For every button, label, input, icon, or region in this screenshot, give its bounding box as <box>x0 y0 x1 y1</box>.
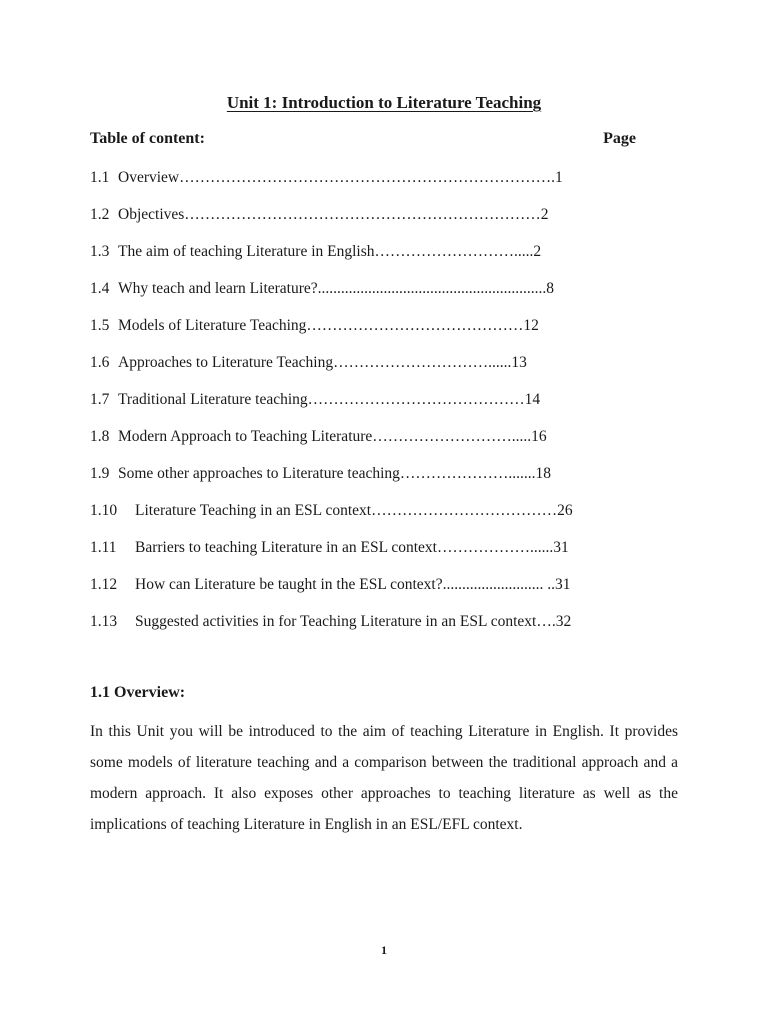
toc-entry-number: 1.6 <box>90 354 110 371</box>
toc-entry <box>90 390 650 427</box>
toc-entry-text: Barriers to teaching Literature in an ESL context………………......31 <box>135 539 569 556</box>
toc-entry <box>90 575 650 612</box>
toc-entry <box>90 612 650 649</box>
toc-entry-number: 1.12 <box>90 576 118 593</box>
page-number: 1 <box>381 943 387 957</box>
toc-entry-number: 1.1 <box>90 169 110 186</box>
table-of-contents <box>90 168 650 649</box>
toc-entry <box>90 168 650 205</box>
toc-entry <box>90 353 650 390</box>
toc-entry-text: Approaches to Literature Teaching…………………………......13 <box>118 354 527 371</box>
toc-entry-number: 1.2 <box>90 206 110 223</box>
toc-entry <box>90 279 650 316</box>
toc-page-heading: Page <box>603 130 636 147</box>
toc-entry <box>90 464 650 501</box>
toc-entry-text: Objectives……………………………………………………………2 <box>118 206 549 223</box>
toc-entry-number: 1.10 <box>90 502 118 519</box>
toc-entry-text: Suggested activities in for Teaching Literature in an ESL context….32 <box>135 613 572 630</box>
toc-entry-text: Literature Teaching in an ESL context………………………………26 <box>135 502 573 519</box>
toc-entry-text: Some other approaches to Literature teaching………………….......18 <box>118 465 552 482</box>
toc-heading: Table of content: <box>90 130 205 147</box>
toc-entry-number: 1.11 <box>90 539 117 556</box>
toc-entry-number: 1.9 <box>90 465 110 482</box>
toc-entry <box>90 242 650 279</box>
toc-entry-text: How can Literature be taught in the ESL context?.......................... ..31 <box>135 576 571 593</box>
toc-entry-text: Traditional Literature teaching……………………………………14 <box>118 391 541 408</box>
toc-entry-text: Models of Literature Teaching……………………………………12 <box>118 317 539 334</box>
toc-entry-text: The aim of teaching Literature in English……………………….....2 <box>118 243 542 260</box>
toc-entry-number: 1.13 <box>90 613 118 630</box>
unit-title: Unit 1: Introduction to Literature Teaching <box>226 93 542 112</box>
toc-entry-number: 1.4 <box>90 280 110 297</box>
toc-entry-number: 1.5 <box>90 317 110 334</box>
toc-entry <box>90 538 650 575</box>
overview-paragraph: In this Unit you will be introduced to the aim of teaching Literature in English. It provides some models of literature teaching and a comparison between the traditional approach and a modern approach. It also exposes other approaches to teaching literature as well as the implications of teaching Literature in English in an ESL/EFL context. <box>90 723 678 833</box>
toc-entry <box>90 501 650 538</box>
toc-entry-number: 1.8 <box>90 428 110 445</box>
section-heading: 1.1 Overview: <box>90 684 186 701</box>
toc-entry-text: Why teach and learn Literature?...........................................................8 <box>118 280 555 297</box>
toc-entry <box>90 427 650 464</box>
toc-entry <box>90 316 650 353</box>
toc-entry-number: 1.3 <box>90 243 110 260</box>
toc-entry-number: 1.7 <box>90 391 110 408</box>
toc-entry <box>90 205 650 242</box>
toc-entry-text: Overview……………………………………………………………….1 <box>118 169 563 186</box>
toc-header-row <box>90 130 636 148</box>
toc-entry-text: Modern Approach to Teaching Literature……………………….....16 <box>118 428 547 445</box>
